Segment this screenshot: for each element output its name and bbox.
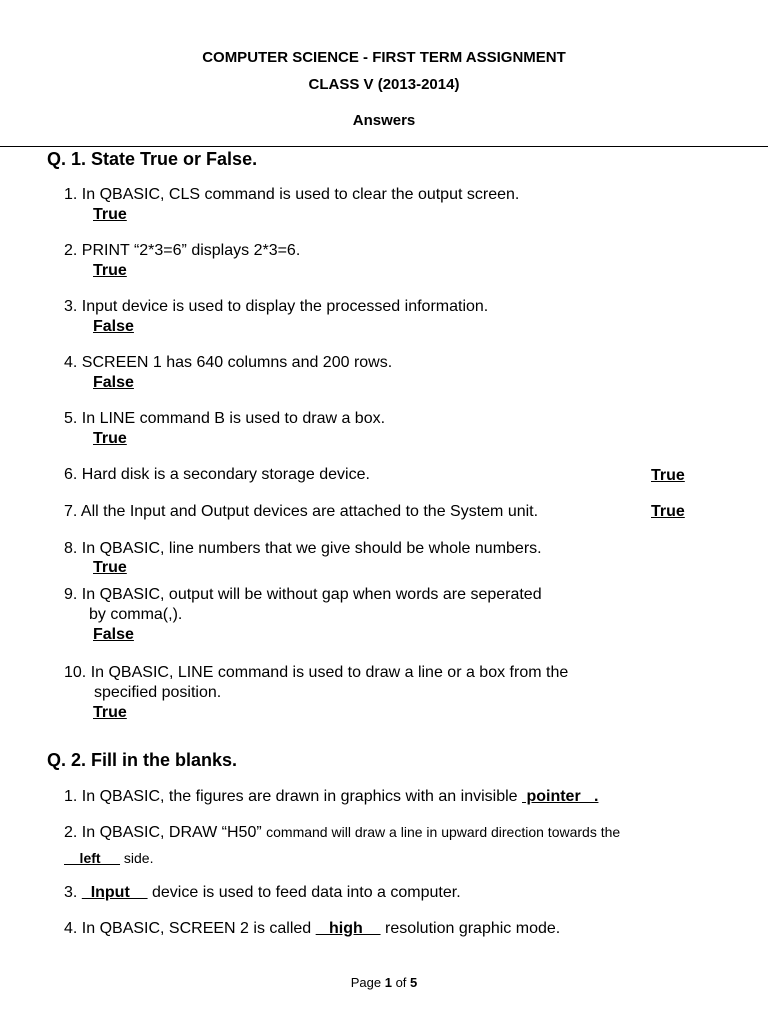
q2-item-1-blank: pointer . [522,788,599,805]
answers-subtitle: Answers [352,112,416,129]
page-total: 5 [410,975,418,990]
q2-item-4-after: resolution graphic mode. [380,920,561,937]
q1-item-5-answer: True [93,430,127,447]
q1-item-9-text: 9. In QBASIC, output will be without gap when words are seperated [64,586,542,603]
q1-item-9-answer: False [93,626,134,643]
q1-item-4-answer: False [93,374,134,391]
q2-item-4-blank: high [315,920,381,937]
q1-item-5-text: 5. In LINE command B is used to draw a box. [64,410,386,427]
q2-item-2-after: side. [120,850,154,866]
q1-item-2-answer: True [93,262,127,279]
q2-item-3-blank: Input [81,884,148,901]
page-word: Page [350,975,385,990]
q1-item-2-text: 2. PRINT “2*3=6” displays 2*3=6. [64,242,301,259]
page-footer [0,975,768,990]
document-title: COMPUTER SCIENCE - FIRST TERM ASSIGNMENT [202,49,566,66]
q2-item-2-blank: left [64,850,121,866]
q2-item-2-cont [64,850,153,866]
q1-heading: Q. 1. State True or False. [47,149,258,169]
class-line: CLASS V (2013-2014) [308,76,460,93]
of-word: of [391,975,411,990]
q2-item-4-text: 4. In QBASIC, SCREEN 2 is called [64,920,316,937]
q1-item-1-text: 1. In QBASIC, CLS command is used to clear the output screen. [64,186,520,203]
q1-item-10-answer: True [93,704,127,721]
q1-item-7-answer: True [651,503,685,520]
q1-item-8-answer: True [93,559,127,576]
q1-item-1-answer: True [93,206,127,223]
q2-item-3-after: device is used to feed data into a computer. [147,884,461,901]
q2-item-3-num: 3. [64,884,82,901]
q2-item-2-text-small: command will draw a line in upward direction towards the [266,824,621,840]
q1-item-3-answer: False [93,318,134,335]
q1-item-10-text: 10. In QBASIC, LINE command is used to draw a line or a box from the [64,664,569,681]
q1-item-7-text: 7. All the Input and Output devices are attached to the System unit. [64,503,539,520]
q1-item-6-text: 6. Hard disk is a secondary storage device. [64,466,370,483]
q2-item-3 [64,884,461,902]
q1-item-6-answer: True [651,467,685,484]
q2-item-4 [64,920,560,938]
q1-item-9-text-cont: by comma(,). [89,606,183,623]
q2-item-1-text: 1. In QBASIC, the figures are drawn in graphics with an invisible [64,788,522,805]
page-number: 1 [384,975,392,990]
q2-heading: Q. 2. Fill in the blanks. [47,750,238,770]
q1-item-3-text: 3. Input device is used to display the processed information. [64,298,489,315]
q1-item-8-text: 8. In QBASIC, line numbers that we give should be whole numbers. [64,540,542,557]
q1-item-4-text: 4. SCREEN 1 has 640 columns and 200 rows. [64,354,393,371]
header-divider [0,146,768,147]
q2-item-1 [64,788,598,806]
q1-item-10-text-cont: specified position. [94,684,222,701]
q2-item-2-text: 2. In QBASIC, DRAW “H50” [64,824,267,841]
q2-item-2 [64,824,620,842]
